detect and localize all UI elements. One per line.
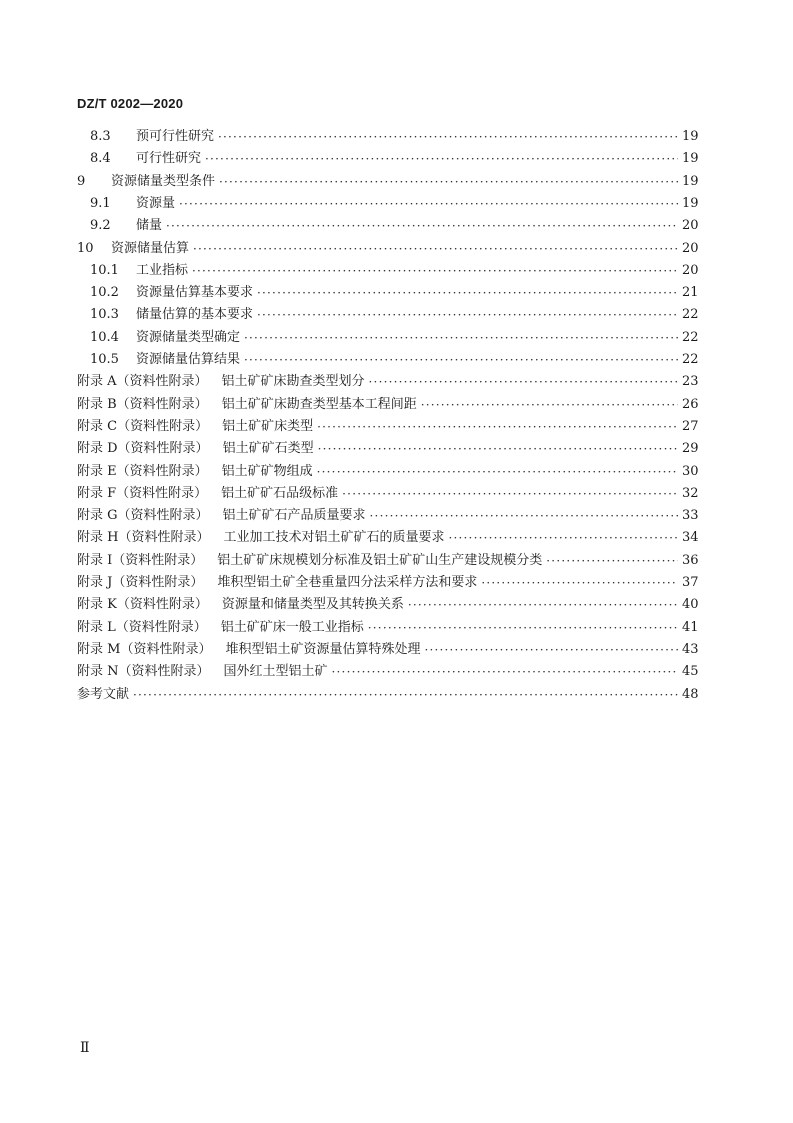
toc-entry-page: 34	[682, 530, 699, 546]
dot-leader	[193, 238, 678, 260]
toc-entry[interactable]	[90, 260, 698, 282]
toc-entry-number: 附录 H（资料性附录）	[77, 530, 210, 546]
toc-entry[interactable]	[77, 684, 698, 706]
dot-leader	[449, 527, 679, 549]
toc-entry-page: 29	[682, 441, 699, 457]
toc-entry-number: 9.2	[90, 218, 111, 234]
toc-entry-page: 26	[682, 396, 699, 412]
dot-leader	[192, 260, 678, 282]
dot-leader	[317, 461, 678, 483]
toc-entry-title: 堆积型铝土矿资源量估算特殊处理	[225, 641, 421, 657]
toc-entry-page: 19	[682, 129, 699, 144]
toc-entry-page: 23	[682, 374, 699, 390]
toc-entry-page: 22	[682, 307, 699, 323]
toc-entry[interactable]	[77, 594, 698, 616]
toc-entry-title: 资源量和储量类型及其转换关系	[221, 597, 404, 613]
dot-leader	[318, 438, 678, 460]
toc-entry-page: 48	[682, 686, 699, 702]
toc-entry[interactable]	[77, 483, 698, 505]
dot-leader	[244, 349, 678, 371]
toc-entry-number: 附录 E（资料性附录）	[77, 463, 208, 479]
dot-leader	[408, 594, 678, 616]
dot-leader	[369, 371, 678, 393]
toc-entry-title: 铝土矿矿床类型	[222, 418, 314, 434]
toc-entry[interactable]	[90, 282, 698, 304]
dot-leader	[342, 483, 678, 505]
dot-leader	[421, 394, 678, 416]
toc-entry-title: 资源储量类型条件	[111, 173, 216, 189]
toc-entry-number: 附录 J（资料性附录）	[77, 575, 204, 590]
toc-entry-title: 铝土矿矿石类型	[222, 441, 314, 457]
toc-entry-number: 附录 G（资料性附录）	[77, 508, 209, 524]
toc-entry-title: 铝土矿矿床一般工业指标	[220, 619, 364, 635]
toc-entry-page: 37	[682, 575, 699, 590]
dot-leader	[424, 639, 678, 661]
toc-entry[interactable]	[77, 572, 698, 594]
toc-entry[interactable]	[90, 304, 698, 326]
toc-entry-number: 附录 M（资料性附录）	[77, 641, 212, 657]
toc-entry-number: 附录 F（资料性附录）	[77, 485, 208, 501]
toc-entry-number: 附录 K（资料性附录）	[77, 597, 208, 613]
toc-entry-number: 10.5	[90, 352, 119, 367]
toc-entry-title: 铝土矿矿床勘查类型基本工程间距	[221, 396, 417, 412]
toc-entry-page: 22	[682, 329, 699, 345]
toc-entry-title: 预可行性研究	[136, 129, 215, 144]
toc-entry-number: 附录 A（资料性附录）	[77, 374, 208, 390]
toc-entry[interactable]	[77, 527, 698, 549]
toc-entry-title: 资源储量估算	[111, 240, 190, 256]
toc-entry-number: 附录 N（资料性附录）	[77, 664, 210, 680]
toc-entry[interactable]	[77, 461, 698, 483]
toc-entry[interactable]	[77, 639, 698, 661]
toc-entry[interactable]	[77, 438, 698, 460]
toc-entry[interactable]	[90, 148, 698, 170]
toc-entry[interactable]	[77, 394, 698, 416]
toc-entry-number: 10	[77, 240, 94, 256]
toc-entry-title: 资源量	[136, 195, 176, 211]
toc-entry-number: 8.3	[90, 129, 111, 144]
toc-entry-number: 10.2	[90, 285, 119, 301]
toc-entry[interactable]	[90, 126, 698, 148]
toc-entry-page: 40	[682, 597, 699, 613]
toc-entry-number: 10.3	[90, 307, 119, 323]
toc-entry-title: 参考文献	[77, 686, 130, 702]
toc-entry-page: 36	[682, 552, 699, 568]
toc-entry-title: 资源储量类型确定	[136, 329, 241, 345]
dot-leader	[370, 505, 678, 527]
toc-entry[interactable]	[90, 215, 698, 237]
dot-leader	[218, 126, 678, 148]
dot-leader	[244, 327, 678, 349]
toc-entry[interactable]	[77, 505, 698, 527]
toc-entry-page: 45	[682, 664, 699, 680]
toc-entry-number: 附录 L（资料性附录）	[77, 619, 207, 635]
toc-entry-number: 附录 B（资料性附录）	[77, 396, 208, 412]
dot-leader	[166, 215, 678, 237]
dot-leader	[481, 572, 678, 594]
toc-entry-title: 铝土矿矿床勘查类型划分	[221, 374, 365, 390]
dot-leader	[257, 304, 678, 326]
toc-entry[interactable]	[77, 171, 698, 193]
dot-leader	[546, 550, 678, 572]
toc-entry-title: 铝土矿矿床规模划分标准及铝土矿矿山生产建设规模分类	[217, 552, 543, 568]
document-code: DZ/T 0202—2020	[77, 96, 184, 111]
toc-entry-number: 10.1	[90, 262, 119, 278]
toc-entry[interactable]	[77, 371, 698, 393]
toc-entry-page: 21	[682, 285, 699, 301]
dot-leader	[368, 617, 678, 639]
toc-entry-title: 堆积型铝土矿全巷重量四分法采样方法和要求	[217, 575, 478, 590]
dot-leader	[332, 661, 678, 683]
toc-entry[interactable]	[90, 193, 698, 215]
toc-entry-title: 国外红土型铝土矿	[223, 664, 328, 680]
toc-entry-number: 9	[77, 173, 86, 189]
toc-entry-title: 储量估算的基本要求	[136, 307, 254, 323]
toc-entry-page: 20	[682, 262, 699, 278]
dot-leader	[133, 684, 678, 706]
toc-entry-page: 30	[682, 463, 699, 479]
toc-entry-page: 19	[682, 195, 699, 211]
toc-entry-page: 33	[682, 508, 699, 524]
toc-entry-page: 20	[682, 240, 699, 256]
dot-leader	[219, 171, 678, 193]
toc-entry-title: 可行性研究	[136, 151, 202, 167]
toc-entry[interactable]	[90, 349, 698, 371]
toc-entry-page: 19	[682, 151, 699, 167]
page-number: Ⅱ	[80, 1040, 90, 1056]
toc-entry-title: 铝土矿矿石产品质量要求	[222, 508, 366, 524]
toc-entry-number: 10.4	[90, 329, 119, 345]
toc-entry[interactable]	[77, 238, 698, 260]
toc-entry-number: 9.1	[90, 195, 111, 211]
toc-entry-page: 41	[682, 619, 699, 635]
dot-leader	[317, 416, 678, 438]
toc-entry-title: 工业指标	[136, 262, 189, 278]
dot-leader	[257, 282, 678, 304]
toc-entry-title: 工业加工技术对铝土矿矿石的质量要求	[223, 530, 445, 546]
toc-entry-title: 储量	[136, 218, 163, 234]
toc-entry[interactable]	[77, 416, 698, 438]
toc-entry-title: 资源储量估算结果	[136, 352, 241, 367]
toc-entry-page: 32	[682, 485, 699, 501]
toc-entry-number: 附录 D（资料性附录）	[77, 441, 209, 457]
dot-leader	[205, 148, 678, 170]
dot-leader	[179, 193, 678, 215]
toc-entry-title: 铝土矿矿物组成	[221, 463, 313, 479]
toc-entry[interactable]	[77, 661, 698, 683]
toc-entry-page: 27	[682, 418, 699, 434]
toc-entry-page: 19	[682, 173, 699, 189]
toc-entry-title: 资源量估算基本要求	[136, 285, 254, 301]
toc-entry-title: 铝土矿矿石品级标准	[221, 485, 339, 501]
toc-entry-number: 附录 I（资料性附录）	[77, 552, 204, 568]
toc-entry[interactable]	[90, 327, 698, 349]
toc-entry-number: 附录 C（资料性附录）	[77, 418, 209, 434]
toc-entry[interactable]	[77, 550, 698, 572]
toc-entry-page: 20	[682, 218, 699, 234]
toc-entry[interactable]	[77, 617, 698, 639]
toc-entry-page: 22	[682, 352, 699, 367]
toc-entry-number: 8.4	[90, 151, 111, 167]
toc-entry-page: 43	[682, 641, 699, 657]
